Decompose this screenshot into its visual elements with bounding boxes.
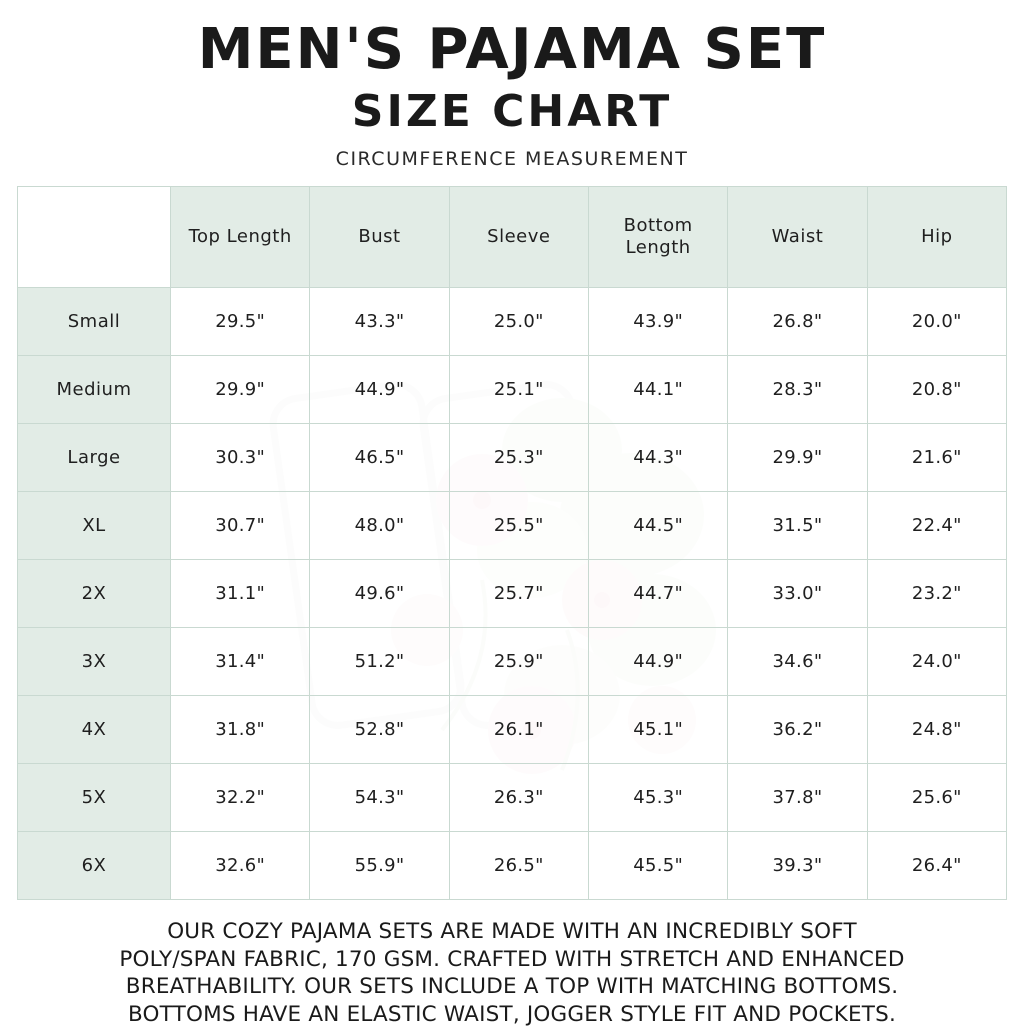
cell-top-length: 31.8" — [171, 696, 310, 764]
row-header-size: Small — [18, 288, 171, 356]
cell-bottom-length: 44.9" — [588, 628, 727, 696]
cell-hip: 20.8" — [867, 356, 1006, 424]
row-header-size: 6X — [18, 832, 171, 900]
cell-top-length: 31.4" — [171, 628, 310, 696]
table-row — [18, 628, 1007, 696]
column-header-waist: Waist — [728, 187, 867, 288]
cell-bust: 44.9" — [310, 356, 449, 424]
cell-sleeve: 25.9" — [449, 628, 588, 696]
column-header-hip: Hip — [867, 187, 1006, 288]
cell-bust: 54.3" — [310, 764, 449, 832]
cell-waist: 39.3" — [728, 832, 867, 900]
table-row — [18, 560, 1007, 628]
table-row — [18, 764, 1007, 832]
cell-bust: 43.3" — [310, 288, 449, 356]
column-header-bottom-length: Bottom Length — [588, 187, 727, 288]
cell-top-length: 32.6" — [171, 832, 310, 900]
column-header-sleeve: Sleeve — [449, 187, 588, 288]
cell-bottom-length: 45.3" — [588, 764, 727, 832]
table-row — [18, 356, 1007, 424]
cell-waist: 33.0" — [728, 560, 867, 628]
table-row — [18, 832, 1007, 900]
cell-hip: 23.2" — [867, 560, 1006, 628]
page-title: MEN'S PAJAMA SET — [197, 17, 827, 82]
cell-hip: 20.0" — [867, 288, 1006, 356]
row-header-size: 5X — [18, 764, 171, 832]
cell-sleeve: 25.5" — [449, 492, 588, 560]
table-row — [18, 696, 1007, 764]
cell-top-length: 29.9" — [171, 356, 310, 424]
cell-hip: 24.8" — [867, 696, 1006, 764]
page-subtitle: SIZE CHART — [351, 86, 673, 137]
cell-bottom-length: 45.1" — [588, 696, 727, 764]
row-header-size: Medium — [18, 356, 171, 424]
size-chart-table-wrapper — [17, 186, 1007, 900]
cell-bottom-length: 44.3" — [588, 424, 727, 492]
table-row — [18, 424, 1007, 492]
cell-hip: 25.6" — [867, 764, 1006, 832]
cell-sleeve: 26.3" — [449, 764, 588, 832]
row-header-size: 2X — [18, 560, 171, 628]
cell-bottom-length: 44.1" — [588, 356, 727, 424]
cell-bottom-length: 45.5" — [588, 832, 727, 900]
cell-bottom-length: 44.5" — [588, 492, 727, 560]
cell-sleeve: 26.5" — [449, 832, 588, 900]
cell-waist: 36.2" — [728, 696, 867, 764]
cell-bust: 48.0" — [310, 492, 449, 560]
cell-bust: 51.2" — [310, 628, 449, 696]
cell-top-length: 31.1" — [171, 560, 310, 628]
cell-sleeve: 26.1" — [449, 696, 588, 764]
size-chart-table — [17, 186, 1007, 900]
cell-waist: 28.3" — [728, 356, 867, 424]
cell-sleeve: 25.7" — [449, 560, 588, 628]
cell-bust: 49.6" — [310, 560, 449, 628]
cell-waist: 37.8" — [728, 764, 867, 832]
column-header-bust: Bust — [310, 187, 449, 288]
cell-bust: 46.5" — [310, 424, 449, 492]
cell-waist: 34.6" — [728, 628, 867, 696]
table-header-row — [18, 187, 1007, 288]
row-header-size: 4X — [18, 696, 171, 764]
description-line-2: POLY/SPAN FABRIC, 170 GSM. CRAFTED WITH STRETCH AND ENHANCED — [119, 946, 905, 972]
cell-sleeve: 25.1" — [449, 356, 588, 424]
cell-waist: 29.9" — [728, 424, 867, 492]
table-row — [18, 288, 1007, 356]
cell-hip: 22.4" — [867, 492, 1006, 560]
table-corner-cell — [18, 187, 171, 288]
row-header-size: XL — [18, 492, 171, 560]
description-line-4: BOTTOMS HAVE AN ELASTIC WAIST, JOGGER STYLE FIT AND POCKETS. — [127, 1001, 896, 1027]
cell-bust: 52.8" — [310, 696, 449, 764]
cell-top-length: 32.2" — [171, 764, 310, 832]
cell-sleeve: 25.3" — [449, 424, 588, 492]
description-line-1: OUR COZY PAJAMA SETS ARE MADE WITH AN INCREDIBLY SOFT — [167, 919, 857, 944]
cell-top-length: 30.7" — [171, 492, 310, 560]
measurement-note: CIRCUMFERENCE MEASUREMENT — [335, 148, 689, 170]
cell-top-length: 30.3" — [171, 424, 310, 492]
cell-waist: 26.8" — [728, 288, 867, 356]
cell-hip: 21.6" — [867, 424, 1006, 492]
cell-bottom-length: 43.9" — [588, 288, 727, 356]
product-description — [22, 918, 1002, 1028]
cell-hip: 24.0" — [867, 628, 1006, 696]
row-header-size: 3X — [18, 628, 171, 696]
cell-sleeve: 25.0" — [449, 288, 588, 356]
cell-bottom-length: 44.7" — [588, 560, 727, 628]
description-line-3: BREATHABILITY. OUR SETS INCLUDE A TOP WITH MATCHING BOTTOMS. — [125, 974, 899, 1000]
cell-bust: 55.9" — [310, 832, 449, 900]
column-header-top-length: Top Length — [171, 187, 310, 288]
cell-top-length: 29.5" — [171, 288, 310, 356]
row-header-size: Large — [18, 424, 171, 492]
table-row — [18, 492, 1007, 560]
cell-hip: 26.4" — [867, 832, 1006, 900]
cell-waist: 31.5" — [728, 492, 867, 560]
